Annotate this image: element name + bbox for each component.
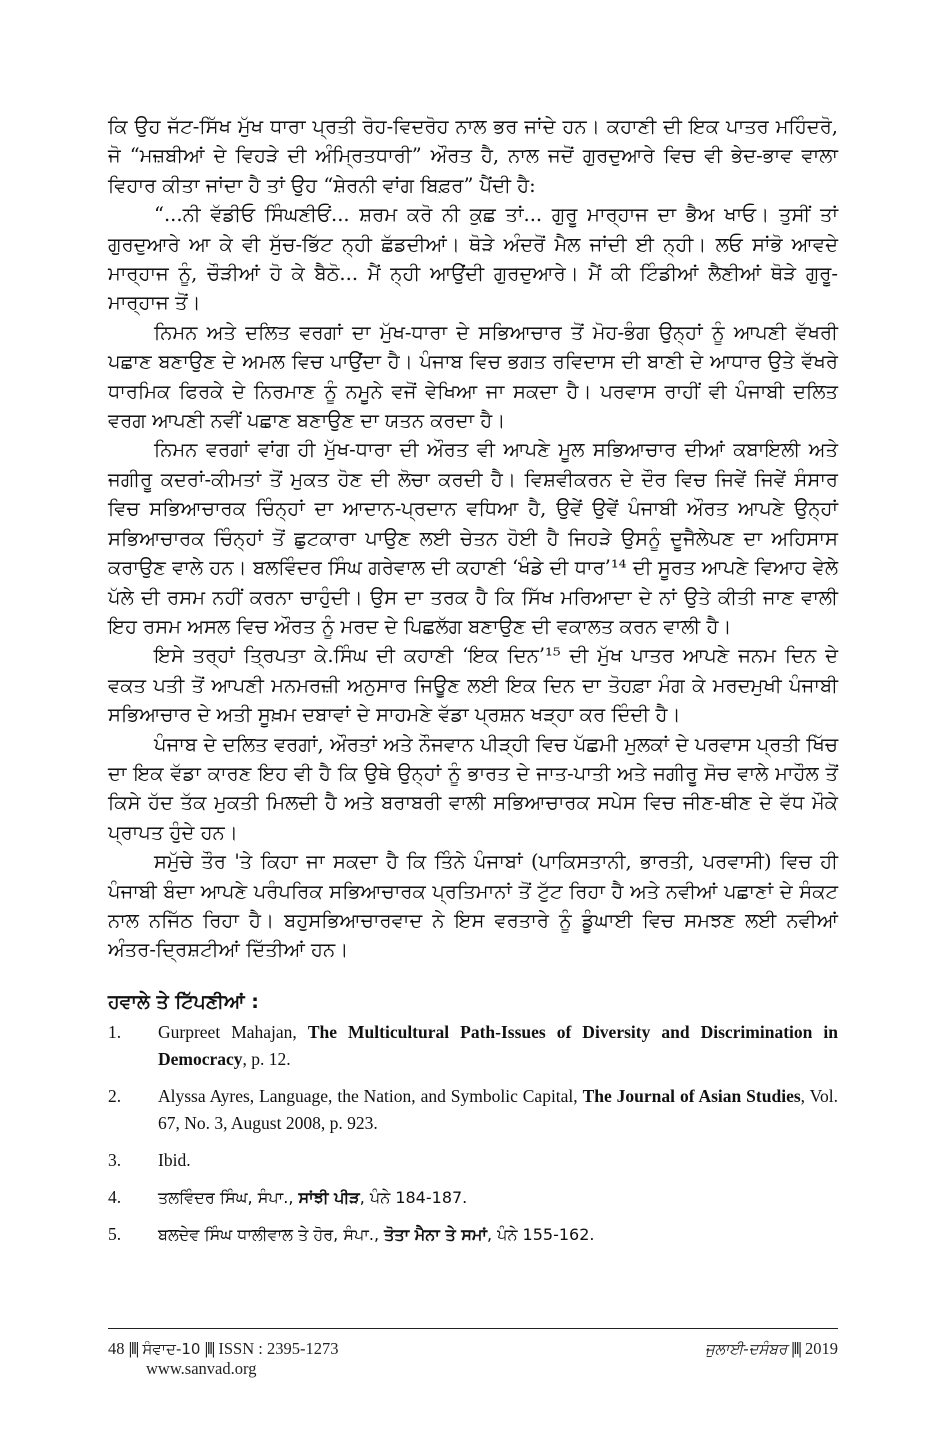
issue-year: 2019: [805, 1339, 838, 1358]
separator-glyph: |‖|: [791, 1339, 801, 1358]
reference-number: 4.: [108, 1186, 122, 1207]
page-footer: [108, 1328, 838, 1379]
page-content: [108, 112, 838, 1258]
separator-glyph: |‖|: [204, 1339, 215, 1358]
issue-period: ਜੁਲਾਈ-ਦਸੰਬਰ: [704, 1340, 788, 1358]
reference-number: 1.: [108, 1021, 122, 1042]
references-list: [108, 1019, 838, 1248]
page-number: 48: [108, 1339, 125, 1358]
reference-item: [108, 1221, 838, 1248]
reference-item: [108, 1083, 838, 1137]
separator-glyph: |‖|: [128, 1339, 139, 1358]
body-paragraph-6: ਪੰਜਾਬ ਦੇ ਦਲਿਤ ਵਰਗਾਂ, ਔਰਤਾਂ ਅਤੇ ਨੌਜਵਾਨ ਪੀੜ੍ਹੀ ਵਿਚ ਪੱਛਮੀ ਮੁਲਕਾਂ ਦੇ ਪਰਵਾਸ ਪ੍ਰਤੀ ਖਿੱਚ ਦਾ ਇਕ ਵੱਡਾ ਕਾਰਣ ਇਹ ਵੀ ਹੈ ਕਿ ਉਥੇ ਉਨ੍ਹਾਂ ਨੂੰ ਭਾਰਤ ਦੇ ਜਾਤ-ਪਾਤੀ ਅਤੇ ਜਗੀਰੂ ਸੋਚ ਵਾਲੇ ਮਾਹੌਲ ਤੋਂ ਕਿਸੇ ਹੱਦ ਤੱਕ ਮੁਕਤੀ ਮਿਲਦੀ ਹੈ ਅਤੇ ਬਰਾਬਰੀ ਵਾਲੀ ਸਭਿਆਚਾਰਕ ਸਪੇਸ ਵਿਚ ਜੀਣ-ਥੀਣ ਦੇ ਵੱਧ ਮੌਕੇ ਪ੍ਰਾਪਤ ਹੁੰਦੇ ਹਨ।: [108, 732, 838, 844]
body-paragraph-1: ਕਿ ਉਹ ਜੱਟ-ਸਿੱਖ ਮੁੱਖ ਧਾਰਾ ਪ੍ਰਤੀ ਰੋਹ-ਵਿਦਰੋਹ ਨਾਲ ਭਰ ਜਾਂਦੇ ਹਨ। ਕਹਾਣੀ ਦੀ ਇਕ ਪਾਤਰ ਮਹਿੰਦਰੋ, ਜੋ “ਮਜ਼ਬੀਆਂ ਦੇ ਵਿਹੜੇ ਦੀ ਅੰਮ੍ਰਿਤਧਾਰੀ” ਔਰਤ ਹੈ, ਨਾਲ ਜਦੋਂ ਗੁਰਦੁਆਰੇ ਵਿਚ ਵੀ ਭੇਦ-ਭਾਵ ਵਾਲਾ ਵਿਹਾਰ ਕੀਤਾ ਜਾਂਦਾ ਹੈ ਤਾਂ ਉਹ “ਸ਼ੇਰਨੀ ਵਾਂਗ ਬਿਫ਼ਰ” ਪੈਂਦੀ ਹੈ:: [108, 115, 838, 197]
reference-number: 5.: [108, 1223, 122, 1244]
quoted-passage: “...ਨੀ ਵੱਡੀਓ ਸਿੰਘਣੀਓਂ... ਸ਼ਰਮ ਕਰੋ ਨੀ ਕੁਛ ਤਾਂ... ਗੁਰੂ ਮਾਰ੍ਹਾਜ ਦਾ ਭੈਅ ਖਾਓ। ਤੁਸੀਂ ਤਾਂ ਗੁਰਦੁਆਰੇ ਆ ਕੇ ਵੀ ਸੁੱਚ-ਭਿੱਟ ਨ੍ਹੀ ਛੱਡਦੀਆਂ। ਥੋੜੇ ਅੰਦਰੋਂ ਮੈਲ ਜਾਂਦੀ ਈ ਨ੍ਹੀ। ਲਓ ਸਾਂਭੋ ਆਵਦੇ ਮਾਰ੍ਹਾਜ ਨੂੰ, ਚੌੜੀਆਂ ਹੋ ਕੇ ਬੈਠੋ... ਮੈਂ ਨ੍ਹੀ ਆਉਂਦੀ ਗੁਰਦੁਆਰੇ। ਮੈਂ ਕੀ ਟਿੰਡੀਆਂ ਲੈਣੀਆਂ ਥੋੜੇ ਗੁਰੂ-ਮਾਰ੍ਹਾਜ ਤੋਂ।: [108, 203, 838, 315]
body-paragraph-5: ਇਸੇ ਤਰ੍ਹਾਂ ਤ੍ਰਿਪਤਾ ਕੇ.ਸਿੰਘ ਦੀ ਕਹਾਣੀ ‘ਇਕ ਦਿਨ’¹⁵ ਦੀ ਮੁੱਖ ਪਾਤਰ ਆਪਣੇ ਜਨਮ ਦਿਨ ਦੇ ਵਕਤ ਪਤੀ ਤੋਂ ਆਪਣੀ ਮਨਮਰਜ਼ੀ ਅਨੁਸਾਰ ਜਿਊਣ ਲਈ ਇਕ ਦਿਨ ਦਾ ਤੋਹਫ਼ਾ ਮੰਗ ਕੇ ਮਰਦਮੁਖੀ ਪੰਜਾਬੀ ਸਭਿਆਚਾਰ ਦੇ ਅਤੀ ਸੂਖ਼ਮ ਦਬਾਵਾਂ ਦੇ ਸਾਹਮਣੇ ਵੱਡਾ ਪ੍ਰਸ਼ਨ ਖੜ੍ਹਾ ਕਰ ਦਿੰਦੀ ਹੈ।: [108, 644, 838, 727]
reference-text: ਤਲਵਿੰਦਰ ਸਿੰਘ, ਸੰਪਾ., ਸਾਂਝੀ ਪੀੜ, ਪੰਨੇ 184-187.: [158, 1187, 468, 1207]
reference-title: The Multicultural Path-Issues of Diversity and Discrimination in Democracy: [158, 1021, 838, 1069]
reference-title: The Journal of Asian Studies: [582, 1085, 801, 1106]
reference-text: Ibid.: [158, 1149, 191, 1170]
reference-text: Alyssa Ayres, Language, the Nation, and Symbolic Capital, The Journal of Asian Studies, Vol. 67, No. 3, August 2008, p. 923.: [158, 1085, 839, 1133]
reference-title: ਤੋਤਾ ਮੈਨਾ ਤੇ ਸਮਾਂ: [384, 1224, 487, 1244]
journal-name: ਸੰਵਾਦ-10: [142, 1340, 201, 1358]
references-heading: ਹਵਾਲੇ ਤੇ ਟਿੱਪਣੀਆਂ :: [108, 990, 259, 1013]
footer-left: [108, 1339, 338, 1359]
reference-number: 2.: [108, 1085, 122, 1106]
issn: ISSN : 2395-1273: [218, 1339, 339, 1358]
reference-number: 3.: [108, 1149, 122, 1170]
reference-item: [108, 1019, 838, 1073]
reference-text: Gurpreet Mahajan, The Multicultural Path-Issues of Diversity and Discrimination in Democracy, p. 12.: [158, 1021, 838, 1069]
reference-title: ਸਾਂਝੀ ਪੀੜ: [298, 1187, 360, 1207]
body-paragraph-3: ਨਿਮਨ ਅਤੇ ਦਲਿਤ ਵਰਗਾਂ ਦਾ ਮੁੱਖ-ਧਾਰਾ ਦੇ ਸਭਿਆਚਾਰ ਤੋਂ ਮੋਹ-ਭੰਗ ਉਨ੍ਹਾਂ ਨੂੰ ਆਪਣੀ ਵੱਖਰੀ ਪਛਾਣ ਬਣਾਉਣ ਦੇ ਅਮਲ ਵਿਚ ਪਾਉਂਦਾ ਹੈ। ਪੰਜਾਬ ਵਿਚ ਭਗਤ ਰਵਿਦਾਸ ਦੀ ਬਾਣੀ ਦੇ ਆਧਾਰ ਉਤੇ ਵੱਖਰੇ ਧਾਰਮਿਕ ਫਿਰਕੇ ਦੇ ਨਿਰਮਾਣ ਨੂੰ ਨਮੂਨੇ ਵਜੋਂ ਵੇਖਿਆ ਜਾ ਸਕਦਾ ਹੈ। ਪਰਵਾਸ ਰਾਹੀਂ ਵੀ ਪੰਜਾਬੀ ਦਲਿਤ ਵਰਗ ਆਪਣੀ ਨਵੀਂ ਪਛਾਣ ਬਣਾਉਣ ਦਾ ਯਤਨ ਕਰਦਾ ਹੈ।: [108, 320, 838, 433]
website-url: www.sanvad.org: [146, 1359, 257, 1378]
body-paragraph-4: ਨਿਮਨ ਵਰਗਾਂ ਵਾਂਗ ਹੀ ਮੁੱਖ-ਧਾਰਾ ਦੀ ਔਰਤ ਵੀ ਆਪਣੇ ਮੂਲ ਸਭਿਆਚਾਰ ਦੀਆਂ ਕਬਾਇਲੀ ਅਤੇ ਜਗੀਰੂ ਕਦਰਾਂ-ਕੀਮਤਾਂ ਤੋਂ ਮੁਕਤ ਹੋਣ ਦੀ ਲੋਚਾ ਕਰਦੀ ਹੈ। ਵਿਸ਼ਵੀਕਰਨ ਦੇ ਦੌਰ ਵਿਚ ਜਿਵੇਂ ਜਿਵੇਂ ਸੰਸਾਰ ਵਿਚ ਸਭਿਆਚਾਰਕ ਚਿੰਨ੍ਹਾਂ ਦਾ ਆਦਾਨ-ਪ੍ਰਦਾਨ ਵਧਿਆ ਹੈ, ਉਵੇਂ ਉਵੇਂ ਪੰਜਾਬੀ ਔਰਤ ਆਪਣੇ ਉਨ੍ਹਾਂ ਸਭਿਆਚਾਰਕ ਚਿੰਨ੍ਹਾਂ ਤੋਂ ਛੁਟਕਾਰਾ ਪਾਉਣ ਲਈ ਚੇਤਨ ਹੋਈ ਹੈ ਜਿਹੜੇ ਉਸਨੂੰ ਦੂਜੈਲੇਪਣ ਦਾ ਅਹਿਸਾਸ ਕਰਾਉਣ ਵਾਲੇ ਹਨ। ਬਲਵਿੰਦਰ ਸਿੰਘ ਗਰੇਵਾਲ ਦੀ ਕਹਾਣੀ ‘ਖੰਡੇ ਦੀ ਧਾਰ’¹⁴ ਦੀ ਸੂਰਤ ਆਪਣੇ ਵਿਆਹ ਵੇਲੇ ਪੱਲੇ ਦੀ ਰਸਮ ਨਹੀਂ ਕਰਨਾ ਚਾਹੁੰਦੀ। ਉਸ ਦਾ ਤਰਕ ਹੈ ਕਿ ਸਿੱਖ ਮਰਿਆਦਾ ਦੇ ਨਾਂ ਉਤੇ ਕੀਤੀ ਜਾਣ ਵਾਲੀ ਇਹ ਰਸਮ ਅਸਲ ਵਿਚ ਔਰਤ ਨੂੰ ਮਰਦ ਦੇ ਪਿਛਲੱਗ ਬਣਾਉਣ ਦੀ ਵਕਾਲਤ ਕਰਨ ਵਾਲੀ ਹੈ।: [108, 438, 838, 638]
reference-item: [108, 1147, 838, 1174]
body-paragraph-7: ਸਮੁੱਚੇ ਤੌਰ 'ਤੇ ਕਿਹਾ ਜਾ ਸਕਦਾ ਹੈ ਕਿ ਤਿੰਨੇ ਪੰਜਾਬਾਂ (ਪਾਕਿਸਤਾਨੀ, ਭਾਰਤੀ, ਪਰਵਾਸੀ) ਵਿਚ ਹੀ ਪੰਜਾਬੀ ਬੰਦਾ ਆਪਣੇ ਪਰੰਪਰਿਕ ਸਭਿਆਚਾਰਕ ਪ੍ਰਤਿਮਾਨਾਂ ਤੋਂ ਟੁੱਟ ਰਿਹਾ ਹੈ ਅਤੇ ਨਵੀਆਂ ਪਛਾਣਾਂ ਦੇ ਸੰਕਟ ਨਾਲ ਨਜਿੱਠ ਰਿਹਾ ਹੈ। ਬਹੁਸਭਿਆਚਾਰਵਾਦ ਨੇ ਇਸ ਵਰਤਾਰੇ ਨੂੰ ਡੂੰਘਾਈ ਵਿਚ ਸਮਝਣ ਲਈ ਨਵੀਆਂ ਅੰਤਰ-ਦ੍ਰਿਸ਼ਟੀਆਂ ਦਿੱਤੀਆਂ ਹਨ।: [108, 850, 838, 962]
footer-right: [705, 1339, 838, 1359]
reference-item: [108, 1184, 838, 1211]
reference-text: ਬਲਦੇਵ ਸਿੰਘ ਧਾਲੀਵਾਲ ਤੇ ਹੋਰ, ਸੰਪਾ., ਤੋਤਾ ਮੈਨਾ ਤੇ ਸਮਾਂ, ਪੰਨੇ 155-162.: [158, 1224, 595, 1244]
